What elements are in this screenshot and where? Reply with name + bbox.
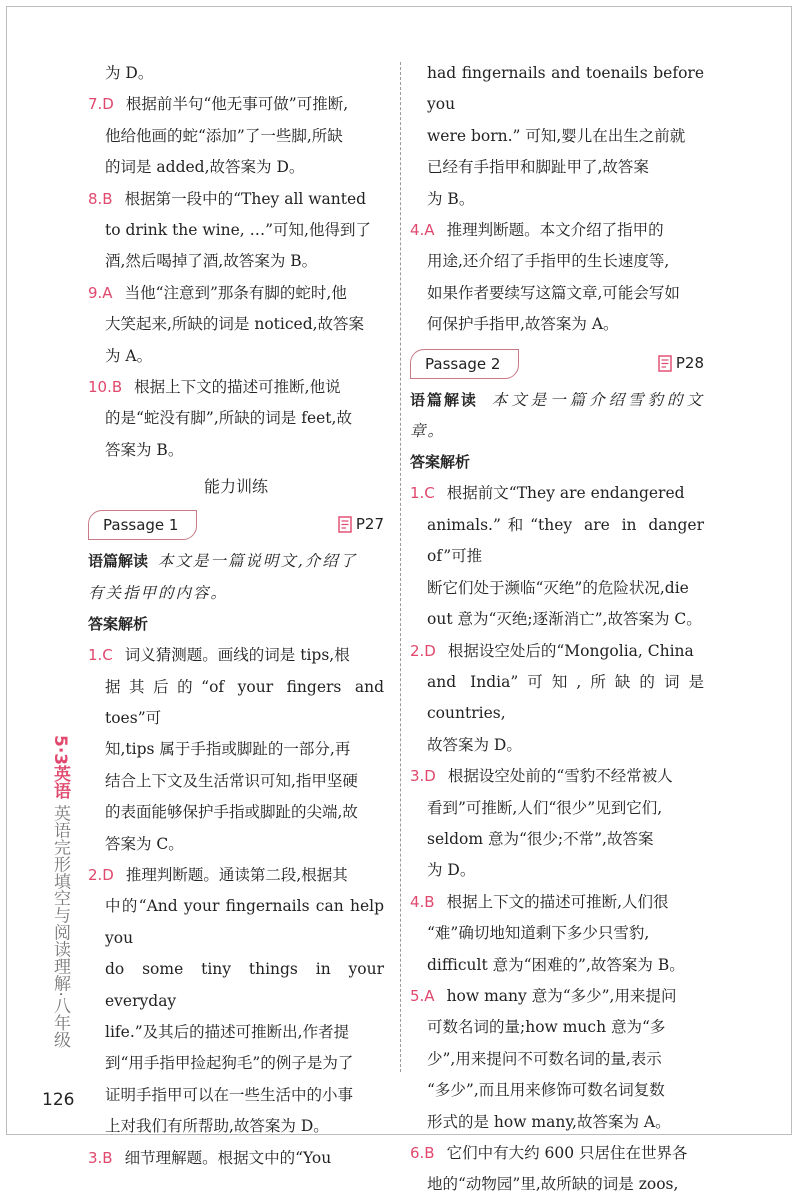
passage-1-page: P27 (355, 515, 384, 534)
answer-text: 如果作者要续写这篇文章,可能会写如 (427, 283, 680, 302)
answer-text: 上对我们有所帮助,故答案为 D。 (105, 1117, 329, 1136)
brand-label: 5·3英语 (50, 735, 70, 800)
answer-item (410, 478, 704, 635)
reading-label: 语篇解读 (410, 390, 478, 409)
answer-text: “难”确切地知道剩下多少只雪豹, (427, 924, 650, 943)
answer-text: difficult 意为“困难的”,故答案为 B。 (427, 955, 685, 974)
answer-text: 的表面能够保护手指或脚趾的尖端,故 (105, 803, 358, 822)
answer-text: “多少”,而且用来修饰可数名词复数 (427, 1081, 665, 1100)
answer-number: 7.D (88, 95, 114, 114)
reading-text-1: 本文是一篇说明文,介绍了 (157, 552, 358, 571)
passage-2-answers (410, 478, 704, 1200)
answer-text: 细节理解题。根据文中的“You (124, 1148, 332, 1167)
answer-text: 为 B。 (427, 189, 475, 208)
answer-number: 4.A (410, 221, 435, 240)
left-answer-list-top (88, 58, 384, 466)
book-spine-label (49, 735, 73, 1048)
answer-text: 大笑起来,所缺的词是 noticed,故答案 (105, 315, 365, 334)
section-title: 能力训练 (203, 477, 268, 497)
document-icon (658, 355, 672, 372)
answer-text: 的词是 added,故答案为 D。 (105, 158, 305, 177)
passage-2-header (410, 347, 704, 381)
answer-text: 它们中有大约 600 只居住在世界各 (446, 1144, 688, 1162)
answer-text: 据其后的“of your fingers and toes”可 (105, 677, 384, 727)
reading-text-2: 有关指甲的内容。 (88, 583, 229, 602)
answer-number: 8.B (88, 189, 113, 208)
left-column (88, 58, 384, 1174)
answer-text: do some tiny things in your everyday (105, 960, 384, 1010)
reading-text: 本文是一篇介绍雪豹的文章。 (410, 390, 704, 441)
answer-item (88, 640, 384, 860)
answer-item (88, 1143, 384, 1174)
answer-text: 酒,然后喝掉了酒,故答案为 B。 (105, 252, 318, 271)
answer-item (88, 278, 384, 372)
answer-text: 已经有手指甲和脚趾甲了,故答案 (427, 158, 649, 177)
answer-item (410, 1138, 704, 1201)
answer-text: how many 意为“多少”,用来提问 (446, 986, 677, 1005)
answer-number: 5.A (410, 986, 435, 1005)
passage-1-tag: Passage 1 (88, 510, 197, 540)
answer-text: 为 D。 (427, 861, 476, 880)
passage-1-answers (88, 640, 384, 1174)
continued-answer (410, 58, 704, 215)
series-label: 英语完形填空与阅读理解·八年级 (50, 804, 70, 1048)
answer-text: 证明手指甲可以在一些生活中的小事 (105, 1085, 354, 1104)
answer-item (88, 89, 384, 183)
passage-1-reading (88, 546, 384, 609)
page-number: 126 (42, 1090, 75, 1110)
answer-number: 10.B (88, 378, 123, 397)
answer-text: 中的“And your fingernails can help you (105, 897, 384, 947)
answer-text: seldom 意为“很少;不常”,故答案 (427, 829, 654, 848)
answer-text: 用途,还介绍了手指甲的生长速度等, (427, 252, 670, 271)
answer-text: out 意为“灭绝;逐渐消亡”,故答案为 C。 (427, 610, 702, 629)
answer-text: 知,tips 属于手指或脚趾的一部分,再 (105, 740, 351, 759)
answer-item (88, 58, 384, 89)
passage-1-header (88, 508, 384, 542)
passage-2-tag: Passage 2 (410, 349, 519, 379)
answer-text: 当他“注意到”那条有脚的蛇时,他 (124, 283, 347, 302)
answer-number: 3.D (410, 767, 436, 786)
answer-item (410, 761, 704, 887)
answer-text: 根据第一段中的“They all wanted (124, 189, 367, 208)
answer-text: 可数名词的量;how much 意为“多 (427, 1018, 666, 1037)
document-icon (338, 516, 352, 533)
answer-text: 看到”可推断,人们“很少”见到它们, (427, 798, 663, 817)
answer-number: 6.B (410, 1144, 435, 1162)
answer-item (88, 372, 384, 466)
answer-text: and India”可知,所缺的词是 countries, (427, 672, 704, 723)
answer-text: 为 D。 (105, 64, 154, 82)
answer-text: 根据上下文的描述可推断,他说 (134, 378, 341, 397)
right-column (410, 58, 704, 1201)
answer-number: 1.C (410, 484, 435, 503)
answer-text: 根据前半句“他无事可做”可推断, (125, 95, 349, 114)
answer-text: 故答案为 D。 (427, 735, 522, 754)
answer-text: 的是“蛇没有脚”,所缺的词是 feet,故 (105, 409, 352, 428)
answer-number: 2.D (410, 641, 436, 660)
passage-1-page-ref (338, 510, 384, 538)
answer-text: 根据上下文的描述可推断,人们很 (446, 892, 669, 911)
answer-number: 3.B (88, 1148, 113, 1167)
answer-item (88, 860, 384, 1143)
answer-text: had fingernails and toenails before you (427, 64, 704, 114)
answers-title: 答案解析 (88, 615, 149, 634)
answer-text: animals.”和“they are in danger of”可推 (427, 515, 704, 566)
answers-title: 答案解析 (410, 453, 471, 472)
answer-text: 地的“动物园”里,故所缺的词是 zoos, (427, 1175, 679, 1194)
answer-text: 词义猜测题。画线的词是 tips,根 (124, 646, 350, 665)
answer-item (410, 887, 704, 981)
answer-text: life.”及其后的描述可推断出,作者提 (105, 1022, 350, 1041)
answer-text: 为 A。 (105, 346, 153, 365)
column-divider (400, 62, 401, 1072)
answer-text: were born.” 可知,婴儿在出生之前就 (427, 126, 686, 145)
answer-item (410, 215, 704, 341)
answer-text: 少”,用来提问不可数名词的量,表示 (427, 1049, 662, 1068)
answer-text: 答案为 B。 (105, 440, 184, 459)
passage-2-page-ref (658, 349, 704, 377)
answer-item (410, 636, 704, 762)
passage-2-page: P28 (675, 353, 704, 372)
answer-text: 形式的是 how many,故答案为 A。 (427, 1112, 671, 1131)
answer-item (88, 184, 384, 278)
answer-number: 9.A (88, 283, 113, 302)
passage-2-reading (410, 385, 704, 448)
answer-item (410, 981, 704, 1138)
answer-text: 根据设空处后的“Mongolia, China (447, 641, 694, 660)
answer-text: 根据前文“They are endangered (446, 484, 685, 503)
answer-text: 推理判断题。通读第二段,根据其 (125, 865, 348, 884)
answer-text: to drink the wine, …”可知,他得到了 (105, 221, 371, 240)
answer-text: 断它们处于濒临“灭绝”的危险状况,die (427, 578, 689, 597)
answer-text: 他给他画的蛇“添加”了一些脚,所缺 (105, 126, 343, 145)
answer-text: 到“用手指甲捡起狗毛”的例子是为了 (105, 1054, 354, 1073)
answer-text: 何保护手指甲,故答案为 A。 (427, 315, 619, 334)
answer-text: 答案为 C。 (105, 834, 184, 853)
answer-number: 1.C (88, 646, 113, 665)
reading-label: 语篇解读 (88, 552, 149, 571)
answer-item-4a (410, 215, 704, 341)
answer-text: 根据设空处前的“雪豹不经常被人 (447, 767, 673, 786)
answer-number: 4.B (410, 892, 435, 911)
answer-text: 推理判断题。本文介绍了指甲的 (446, 221, 664, 240)
answer-text: 结合上下文及生活常识可知,指甲坚硬 (105, 771, 358, 790)
answer-number: 2.D (88, 865, 114, 884)
